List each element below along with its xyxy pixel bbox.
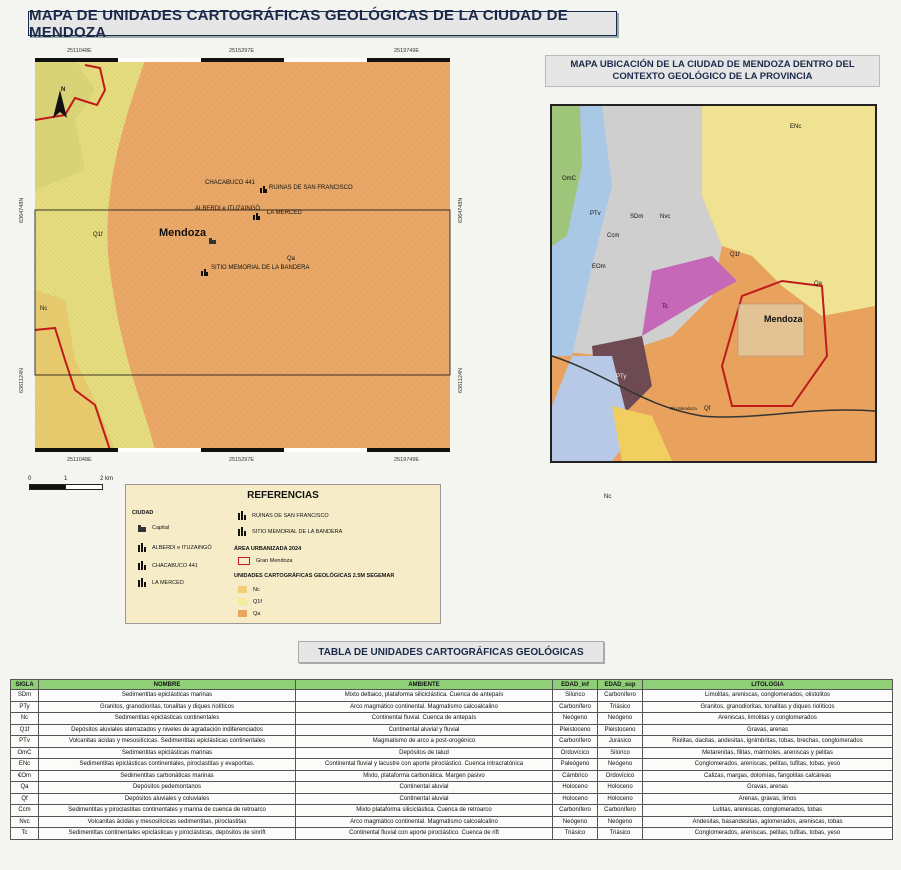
header-edad-sup: EDAD_sup: [598, 680, 643, 690]
site-symbol-icon: [138, 543, 146, 552]
cell-sigla: ENc: [11, 759, 39, 771]
la-merced-icon[interactable]: [253, 213, 260, 220]
nc-swatch: [238, 586, 247, 593]
site-symbol-icon: [238, 527, 246, 536]
cell-litologia: Conglomerados, areniscas, pelitas, tufitas, tobas, yeso: [643, 828, 893, 840]
cell-edad-sup: Triásico: [598, 701, 643, 713]
memorial-icon[interactable]: [201, 269, 208, 276]
inset-title-line1: MAPA UBICACIÓN DE LA CIUDAD DE MENDOZA DENTRO DEL: [570, 59, 855, 70]
cell-edad-inf: Carbonífero: [553, 805, 598, 817]
cell-nombre: Depósitos pedemontanos: [39, 782, 296, 794]
cell-edad-inf: Holoceno: [553, 782, 598, 794]
scale-tick-1: 1: [64, 476, 68, 482]
site-symbol-icon: [138, 578, 146, 587]
cell-nombre: Depósitos aluviales y coluviales: [39, 793, 296, 805]
legend-label-gran-mendoza: Gran Mendoza: [256, 558, 293, 564]
inset-map-svg: [552, 106, 875, 461]
cell-litologia: Andesitas, basandesitas, aglomerados, areniscas, tobas: [643, 816, 893, 828]
legend-city-section: CIUDAD: [132, 510, 154, 516]
legend-label-chacabuco: CHACABUCO 441: [152, 562, 198, 569]
inset-label-sdm: SDm: [630, 214, 644, 220]
coord-top-3: 2519749E: [394, 48, 420, 54]
urban-boundary-swatch: [238, 557, 250, 565]
legend-heading: REFERENCIAS: [247, 490, 319, 501]
cell-litologia: Calizas, margas, dolomías, fangolitas calcáreas: [643, 770, 893, 782]
legend-label-memorial: SITIO MEMORIAL DE LA BANDERA: [252, 528, 343, 535]
cell-edad-inf: Carbonífero: [553, 736, 598, 748]
cell-sigla: PTv: [11, 736, 39, 748]
scale-tick-2: 2 km: [100, 476, 114, 482]
cell-ambiente: Magmatismo de arco a post-orogénico: [296, 736, 553, 748]
cell-nombre: Sedimentitas epiclásticas continentales: [39, 713, 296, 725]
inset-label-enc: ENc: [790, 124, 802, 130]
main-map-svg: [35, 60, 450, 450]
cell-edad-sup: Neógeno: [598, 759, 643, 771]
geology-table: [10, 679, 893, 840]
cell-edad-inf: Ordovícico: [553, 747, 598, 759]
table-row: [11, 759, 893, 771]
cell-litologia: Metarenitas, filitas, mármoles, areniscas y pelitas: [643, 747, 893, 759]
q1f-swatch: [238, 598, 247, 605]
cell-nombre: Volcanitas ácidas y mesosilícicas. Sedimentitas epiclásticas continentales: [39, 736, 296, 748]
site-symbol-icon: [138, 561, 146, 570]
cell-ambiente: Continental aluvial y fluvial: [296, 724, 553, 736]
map-frame-top: [35, 58, 450, 62]
legend-label-q1f: Q1f: [253, 598, 262, 605]
scale-segment-white: [65, 484, 103, 490]
north-label: N: [61, 87, 66, 93]
cell-sigla: €Om: [11, 770, 39, 782]
legend-label-alberdi: ALBERDI e ITUZAINGÓ: [152, 544, 212, 551]
table-row: [11, 805, 893, 817]
legend-units-section: UNIDADES CARTOGRÁFICAS GEOLÓGICAS 2.5M SEGEMAR: [234, 573, 395, 579]
table-header-row: [11, 680, 893, 690]
coord-left-2: 6361124N: [19, 368, 25, 393]
legend-item-alberdi: [138, 543, 212, 552]
cell-litologia: Lutitas, areniscas, conglomerados, tobas: [643, 805, 893, 817]
cell-litologia: Limolitas, areniscas, conglomerados, olistolitos: [643, 690, 893, 702]
legend-item-chacabuco: [138, 561, 198, 570]
legend-label-la-merced: LA MERCED: [152, 579, 184, 586]
inset-title-line2: CONTEXTO GEOLÓGICO DE LA PROVINCIA: [612, 71, 813, 82]
cell-edad-inf: Neógeno: [553, 713, 598, 725]
table-row: [11, 770, 893, 782]
legend-label-ruinas: RUINAS DE SAN FRANCISCO: [252, 512, 329, 519]
inset-label-qf: Qf: [704, 406, 711, 412]
table-row: [11, 690, 893, 702]
cell-edad-sup: Neógeno: [598, 713, 643, 725]
main-map[interactable]: [35, 60, 450, 450]
inset-label-qa: Qa: [814, 281, 823, 287]
cell-nombre: Sedimentitas continentales epiclásticas y piroclásticas, depósitos de sinrift: [39, 828, 296, 840]
coord-top-2: 2515297E: [229, 48, 255, 54]
header-edad-inf: EDAD_inf: [553, 680, 598, 690]
inset-label-nc: Nc: [604, 494, 612, 500]
cell-litologia: Granitos, granodioritas, tonalitas y diques riolíticos: [643, 701, 893, 713]
legend-item-nc: [238, 586, 260, 593]
coord-bottom-2: 2515297E: [229, 457, 255, 463]
scale-tick-0: 0: [28, 476, 32, 482]
cell-edad-sup: Neógeno: [598, 816, 643, 828]
cell-nombre: Sedimentitas epiclásticas continentales, piroclastitas y evaporitas.: [39, 759, 296, 771]
table-title: TABLA DE UNIDADES CARTOGRÁFICAS GEOLÓGICAS: [318, 646, 584, 658]
header-nombre: NOMBRE: [39, 680, 296, 690]
cell-ambiente: Continental fluvial y lacustre con aporte piroclástico. Cuenca intracratónica: [296, 759, 553, 771]
table-row: [11, 782, 893, 794]
site-label-memorial: SITIO MEMORIAL DE LA BANDERA: [211, 265, 310, 271]
cell-sigla: Nc: [11, 713, 39, 725]
site-label-alberdi: ALBERDI e ITUZAINGÓ: [195, 206, 261, 212]
cell-sigla: OmC: [11, 747, 39, 759]
city-label-main: Mendoza: [159, 227, 207, 239]
cell-edad-sup: Holoceno: [598, 782, 643, 794]
coord-bottom-1: 2511048E: [67, 457, 92, 463]
inset-label-ccm: Ccm: [607, 233, 620, 239]
cell-edad-sup: Carbonífero: [598, 805, 643, 817]
inset-label-ptv: PTv: [590, 211, 601, 217]
unit-label-q1f: Q1f: [93, 232, 103, 238]
cell-sigla: PTy: [11, 701, 39, 713]
scale-bar: [28, 476, 132, 490]
coord-bottom-3: 2519749E: [394, 457, 420, 463]
cell-litologia: Areniscas, limolitas y conglomerados: [643, 713, 893, 725]
cell-nombre: Sedimentitas y piroclastitas continentales y marina de cuenca de retroarco: [39, 805, 296, 817]
site-label-la-merced: LA MERCED: [267, 210, 302, 216]
cell-edad-inf: Holoceno: [553, 793, 598, 805]
coord-right-1: 6364748N: [458, 197, 464, 223]
cell-litologia: Gravas, arenas: [643, 724, 893, 736]
cell-sigla: Tc: [11, 828, 39, 840]
cell-nombre: Granitos, granodioritas, tonalitas y diques riolíticos: [39, 701, 296, 713]
legend-item-la-merced: [138, 578, 184, 587]
coord-left-1: 6364748N: [19, 197, 25, 223]
inset-river-label: Río Mendoza: [670, 406, 697, 411]
map-frame-bottom: [35, 448, 450, 452]
header-ambiente: AMBIENTE: [296, 680, 553, 690]
cell-ambiente: Arco magmático continental. Magmatismo calcoalcalino: [296, 816, 553, 828]
cell-edad-inf: Silúrico: [553, 690, 598, 702]
inset-city-label: Mendoza: [764, 314, 803, 324]
capital-symbol-icon: [138, 523, 146, 532]
table-row: [11, 736, 893, 748]
qa-swatch: [238, 610, 247, 617]
legend-urban-section: ÁREA URBANIZADA 2024: [234, 546, 302, 552]
unit-label-nc: Nc: [40, 306, 48, 312]
cell-nombre: Sedimentitas epiclásticas marinas: [39, 690, 296, 702]
cell-edad-inf: Neógeno: [553, 816, 598, 828]
cell-ambiente: Mixto, plataforma carbonática. Margen pasivo: [296, 770, 553, 782]
city-extent-box: [738, 304, 804, 356]
cell-nombre: Sedimentitas epiclásticas marinas: [39, 747, 296, 759]
inset-title: [570, 59, 854, 83]
cell-edad-sup: Jurásico: [598, 736, 643, 748]
cell-nombre: Volcanitas ácidas y mesosilícicas sedimentitas, piroclastitas: [39, 816, 296, 828]
cell-litologia: Arenas, gravas, limos: [643, 793, 893, 805]
legend-label-nc: Nc: [253, 586, 260, 593]
scale-segment-black: [29, 484, 67, 490]
capital-icon[interactable]: [209, 237, 216, 244]
legend-item-q1f: [238, 598, 262, 605]
legend-label-qa: Qa: [253, 610, 261, 617]
cell-sigla: SDm: [11, 690, 39, 702]
legend-item-gran-mendoza: [238, 557, 292, 565]
inset-label-nvc: Nvc: [660, 214, 671, 220]
main-title: MAPA DE UNIDADES CARTOGRÁFICAS GEOLÓGICAS DE LA CIUDAD DE MENDOZA: [29, 6, 568, 41]
legend-item-qa: [238, 610, 260, 617]
cell-litologia: Gravas, arenas: [643, 782, 893, 794]
header-litologia: LITOLOGIA: [643, 680, 893, 690]
table-row: [11, 828, 893, 840]
cell-edad-inf: Pleistoceno: [553, 724, 598, 736]
cell-edad-sup: Pleistoceno: [598, 724, 643, 736]
table-row: [11, 713, 893, 725]
cell-ambiente: Continental aluvial: [296, 782, 553, 794]
table-row: [11, 747, 893, 759]
inset-label-omc: OmC: [562, 176, 576, 182]
unit-label-qa: Qa: [287, 256, 296, 262]
cell-edad-sup: Triásico: [598, 828, 643, 840]
cell-edad-sup: Holoceno: [598, 793, 643, 805]
inset-label-q1f: Q1f: [730, 252, 740, 258]
cell-ambiente: Continental fluvial. Cuenca de antepaís: [296, 713, 553, 725]
legend-label-capital: Capital: [152, 524, 170, 531]
cell-sigla: Nvc: [11, 816, 39, 828]
legend-item-capital: [138, 523, 169, 532]
chacabuco-icon[interactable]: [260, 186, 267, 193]
legend-item-ruinas: [238, 511, 329, 520]
table-row: [11, 701, 893, 713]
coord-right-2: 6361124N: [458, 368, 464, 393]
cell-litologia: Conglomerados, areniscas, pelitas, tufitas, tobas, yeso: [643, 759, 893, 771]
cell-nombre: Sedimentitas carbonáticas marinas: [39, 770, 296, 782]
cell-ambiente: Continental aluvial: [296, 793, 553, 805]
cell-sigla: Ccm: [11, 805, 39, 817]
inset-label-pty: PTy: [616, 374, 627, 380]
cell-edad-inf: Triásico: [553, 828, 598, 840]
table-row: [11, 793, 893, 805]
site-label-ruinas: RUINAS DE SAN FRANCISCO: [269, 185, 353, 191]
site-label-chacabuco: CHACABUCO 441: [205, 180, 256, 186]
coord-top-1: 2511048E: [67, 48, 92, 54]
cell-sigla: Q1f: [11, 724, 39, 736]
cell-edad-inf: Cámbrico: [553, 770, 598, 782]
cell-ambiente: Depósitos de talud: [296, 747, 553, 759]
cell-edad-sup: Ordovícico: [598, 770, 643, 782]
cell-ambiente: Continental fluvial con aporte piroclástico. Cuenca de rift: [296, 828, 553, 840]
cell-ambiente: Arco magmático continental. Magmatismo calcoalcalino: [296, 701, 553, 713]
cell-sigla: Qf: [11, 793, 39, 805]
inset-title-box: [545, 55, 880, 87]
cell-edad-sup: Carbonífero: [598, 690, 643, 702]
legend-panel: [125, 484, 441, 624]
inset-map[interactable]: [550, 104, 877, 500]
legend-item-memorial: [238, 527, 342, 536]
site-symbol-icon: [238, 511, 246, 520]
main-title-box: [28, 6, 617, 41]
table-row: [11, 724, 893, 736]
inset-label-tc: Tc: [662, 304, 668, 310]
cell-ambiente: Mixto plataforma siliciclástica. Cuenca de retroarco: [296, 805, 553, 817]
table-row: [11, 816, 893, 828]
cell-ambiente: Mixto deltaico, plataforma siliciclástica. Cuenca de antepaís: [296, 690, 553, 702]
cell-edad-inf: Carbonífero: [553, 701, 598, 713]
header-sigla: SIGLA: [11, 680, 39, 690]
cell-sigla: Qa: [11, 782, 39, 794]
inset-label-eom: EOm: [592, 264, 606, 270]
cell-edad-sup: Silúrico: [598, 747, 643, 759]
cell-litologia: Riolitas, dacitas, andesitas, ignimbritas, tobas, brechas, conglomerados: [643, 736, 893, 748]
table-title-box: [298, 641, 604, 663]
cell-nombre: Depósitos aluviales aterrazados y niveles de agradación indiferenciados: [39, 724, 296, 736]
cell-edad-inf: Paleógeno: [553, 759, 598, 771]
